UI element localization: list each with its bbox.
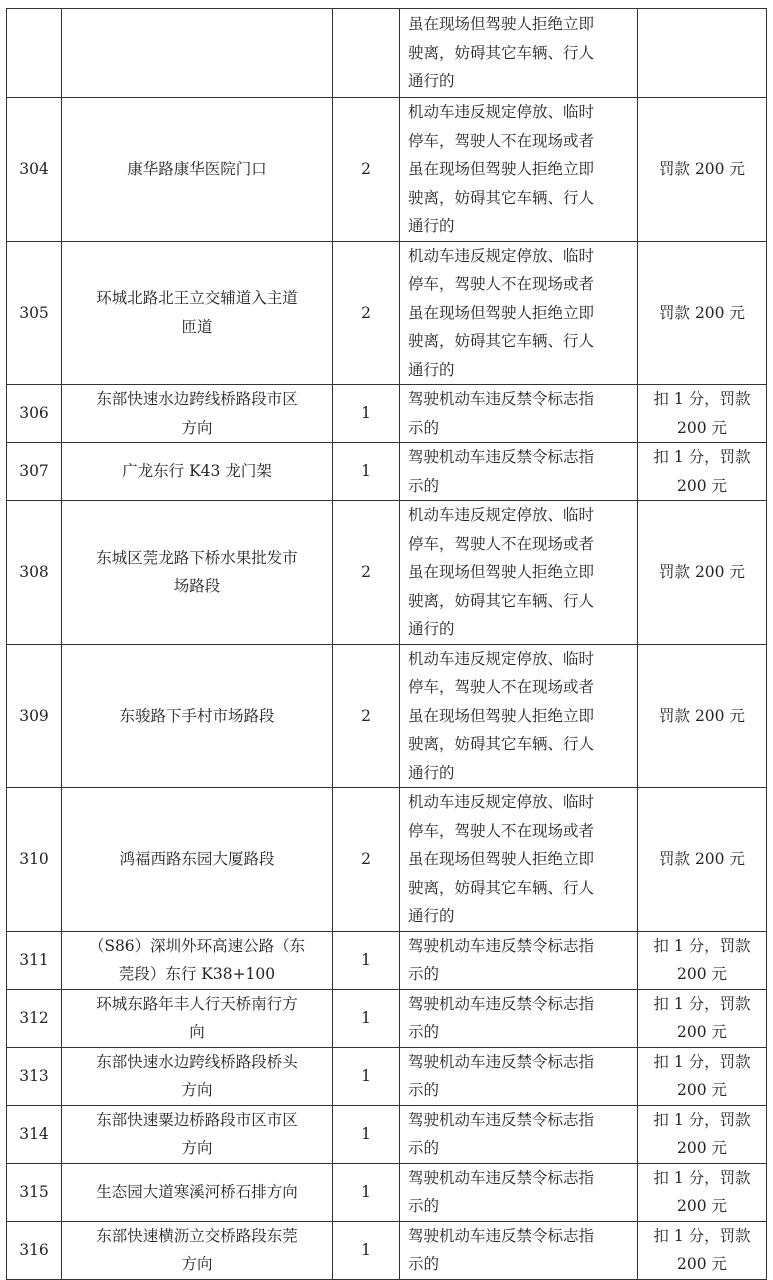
violation-cell-line: 驶离，妨碍其它车辆、行人	[408, 591, 595, 610]
table-body	[7, 9, 767, 1280]
penalty-cell-line: 200 元	[676, 965, 727, 983]
penalty-cell-line: 扣 1 分，罚款	[653, 1052, 751, 1071]
violation-cell-line: 驶离，妨碍其它车辆、行人	[408, 188, 595, 207]
violation-cell-line: 示的	[408, 965, 440, 983]
location-cell	[62, 1163, 333, 1221]
violation-cell-line: 停车，驾驶人不在现场或者	[408, 534, 595, 553]
points-cell: 1	[333, 1105, 400, 1163]
violation-cell-line: 示的	[408, 1023, 440, 1041]
points-cell: 1	[333, 989, 400, 1047]
penalty-cell-line: 罚款 200 元	[659, 563, 745, 581]
location-cell-line: 匝道	[181, 317, 213, 336]
penalty-cell	[638, 9, 767, 98]
violation-cell-line: 驾驶机动车违反禁令标志指	[408, 1110, 595, 1129]
table-row	[7, 1047, 767, 1105]
violation-cell-line: 机动车违反规定停放、临时	[408, 103, 595, 121]
table-row	[7, 644, 767, 788]
location-cell	[62, 989, 333, 1047]
row-number-cell: 314	[7, 1105, 62, 1163]
violation-cell-line: 示的	[408, 476, 440, 495]
violation-cell-line: 虽在现场但驾驶人拒绝立即	[408, 706, 595, 725]
points-cell: 1	[333, 385, 400, 443]
location-cell-line: 环城东路年丰人行天桥南行方	[96, 994, 298, 1013]
violation-cell	[400, 1105, 638, 1163]
violation-table	[6, 8, 767, 1280]
points-cell: 1	[333, 931, 400, 989]
row-number-cell: 313	[7, 1047, 62, 1105]
row-number-cell: 312	[7, 989, 62, 1047]
row-number-cell: 315	[7, 1163, 62, 1221]
location-cell-line: 场路段	[173, 577, 221, 596]
penalty-cell-line: 罚款 200 元	[659, 160, 745, 178]
penalty-cell	[638, 501, 767, 645]
violation-cell-line: 机动车违反规定停放、临时	[408, 246, 595, 265]
violation-cell	[400, 989, 638, 1047]
table-row	[7, 1105, 767, 1163]
violation-cell	[400, 644, 638, 788]
location-cell-line: 东部快速粟边桥路段市区市区	[96, 1110, 298, 1129]
location-cell-line: 东部快速横沥立交桥路段东莞	[96, 1226, 298, 1245]
penalty-cell-line: 扣 1 分，罚款	[653, 448, 751, 466]
row-number-cell	[7, 9, 62, 98]
violation-cell-line: 虽在现场但驾驶人拒绝立即	[408, 563, 595, 581]
violation-cell-line: 通行的	[408, 72, 455, 91]
points-cell: 1	[333, 1221, 400, 1279]
points-cell	[333, 9, 400, 98]
violation-cell	[400, 98, 638, 242]
violation-cell-line: 驾驶机动车违反禁令标志指	[408, 1052, 595, 1071]
table-row	[7, 931, 767, 989]
location-cell-line: 鸿福西路东园大厦路段	[119, 850, 275, 868]
location-cell-line: 方向	[181, 1255, 213, 1273]
penalty-cell-line: 罚款 200 元	[659, 706, 745, 725]
location-cell	[62, 9, 333, 98]
location-cell-line: 广龙东行 K43 龙门架	[122, 462, 272, 481]
violation-cell-line: 示的	[408, 1139, 440, 1157]
penalty-cell	[638, 241, 767, 385]
points-cell: 2	[333, 98, 400, 242]
location-cell-line: 方向	[181, 1081, 213, 1099]
violation-cell	[400, 1163, 638, 1221]
penalty-cell-line: 200 元	[676, 1197, 727, 1215]
row-number-cell: 316	[7, 1221, 62, 1279]
violation-cell	[400, 241, 638, 385]
table-row	[7, 443, 767, 501]
row-number-cell: 308	[7, 501, 62, 645]
violation-cell-line: 驶离，妨碍其它车辆、行人	[408, 735, 595, 753]
violation-cell	[400, 931, 638, 989]
location-cell	[62, 788, 333, 932]
row-number-cell: 310	[7, 788, 62, 932]
violation-cell	[400, 1047, 638, 1105]
table-row	[7, 1221, 767, 1279]
row-number-cell: 304	[7, 98, 62, 242]
violation-cell-line: 通行的	[408, 907, 455, 925]
row-number-cell: 309	[7, 644, 62, 788]
violation-cell-line: 驾驶机动车违反禁令标志指	[408, 390, 595, 408]
location-cell-line: 东部快速水边跨线桥路段市区	[96, 390, 298, 408]
location-cell	[62, 241, 333, 385]
violation-cell	[400, 385, 638, 443]
violation-cell-line: 驾驶机动车违反禁令标志指	[408, 936, 595, 955]
violation-cell-line: 示的	[408, 1197, 440, 1215]
violation-cell-line: 虽在现场但驾驶人拒绝立即	[408, 850, 595, 868]
violation-cell-line: 驾驶机动车违反禁令标志指	[408, 1168, 595, 1187]
violation-cell-line: 示的	[408, 1081, 440, 1099]
row-number-cell: 311	[7, 931, 62, 989]
table-row	[7, 989, 767, 1047]
table-row	[7, 385, 767, 443]
location-cell	[62, 1105, 333, 1163]
penalty-cell	[638, 644, 767, 788]
violation-cell-line: 驾驶机动车违反禁令标志指	[408, 448, 595, 466]
penalty-cell	[638, 1047, 767, 1105]
penalty-cell-line: 200 元	[676, 418, 727, 437]
penalty-cell-line: 扣 1 分，罚款	[653, 936, 751, 955]
violation-cell-line: 驶离，妨碍其它车辆、行人	[408, 878, 595, 897]
row-number-cell: 307	[7, 443, 62, 501]
location-cell-line: 方向	[181, 418, 213, 437]
location-cell-line: 方向	[181, 1139, 213, 1157]
location-cell	[62, 501, 333, 645]
penalty-cell	[638, 1163, 767, 1221]
points-cell: 2	[333, 241, 400, 385]
violation-cell	[400, 9, 638, 98]
location-cell	[62, 443, 333, 501]
violation-cell-line: 通行的	[408, 763, 455, 782]
penalty-cell	[638, 443, 767, 501]
violation-cell-line: 停车，驾驶人不在现场或者	[408, 821, 595, 840]
violation-cell-line: 通行的	[408, 620, 455, 638]
penalty-cell	[638, 931, 767, 989]
location-cell-line: 生态园大道寒溪河桥石排方向	[96, 1182, 298, 1201]
table-row	[7, 241, 767, 385]
penalty-cell-line: 罚款 200 元	[659, 303, 745, 322]
location-cell	[62, 931, 333, 989]
violation-cell-line: 通行的	[408, 360, 455, 379]
location-cell-line: 环城北路北王立交辅道入主道	[96, 289, 298, 308]
penalty-cell	[638, 1221, 767, 1279]
violation-cell	[400, 1221, 638, 1279]
points-cell: 2	[333, 501, 400, 645]
violation-cell-line: 驶离，妨碍其它车辆、行人	[408, 332, 595, 350]
violation-cell	[400, 501, 638, 645]
location-cell-line: 向	[189, 1023, 205, 1041]
penalty-cell-line: 200 元	[676, 1139, 727, 1157]
location-cell	[62, 1221, 333, 1279]
table-row	[7, 788, 767, 932]
violation-cell-line: 停车，驾驶人不在现场或者	[408, 131, 595, 150]
row-number-cell: 306	[7, 385, 62, 443]
violation-cell-line: 虽在现场但驾驶人拒绝立即	[408, 303, 595, 322]
points-cell: 2	[333, 644, 400, 788]
location-cell-line: （S86）深圳外环高速公路（东	[88, 936, 306, 955]
violation-cell-line: 虽在现场但驾驶人拒绝立即	[408, 15, 595, 34]
violation-cell-line: 驾驶机动车违反禁令标志指	[408, 994, 595, 1013]
table-row	[7, 501, 767, 645]
table-row	[7, 98, 767, 242]
penalty-cell-line: 扣 1 分，罚款	[653, 390, 751, 408]
location-cell	[62, 98, 333, 242]
table-row	[7, 1163, 767, 1221]
table-row	[7, 9, 767, 98]
points-cell: 1	[333, 1047, 400, 1105]
points-cell: 1	[333, 443, 400, 501]
penalty-cell	[638, 788, 767, 932]
location-cell	[62, 1047, 333, 1105]
location-cell-line: 莞段）东行 K38+100	[118, 965, 276, 983]
penalty-cell-line: 扣 1 分，罚款	[653, 1110, 751, 1129]
location-cell-line: 康华路康华医院门口	[127, 160, 267, 178]
violation-cell-line: 驶离，妨碍其它车辆、行人	[408, 43, 595, 62]
violation-cell-line: 机动车违反规定停放、临时	[408, 506, 595, 524]
violation-cell-line: 示的	[408, 418, 440, 437]
penalty-cell-line: 200 元	[676, 1023, 727, 1041]
location-cell	[62, 385, 333, 443]
penalty-cell-line: 扣 1 分，罚款	[653, 994, 751, 1013]
location-cell	[62, 644, 333, 788]
penalty-cell-line: 罚款 200 元	[659, 850, 745, 868]
points-cell: 2	[333, 788, 400, 932]
violation-cell-line: 驾驶机动车违反禁令标志指	[408, 1226, 595, 1245]
violation-cell	[400, 788, 638, 932]
penalty-cell	[638, 1105, 767, 1163]
penalty-cell-line: 200 元	[676, 1255, 727, 1273]
violation-cell-line: 虽在现场但驾驶人拒绝立即	[408, 160, 595, 178]
penalty-cell-line: 200 元	[676, 1081, 727, 1099]
penalty-cell	[638, 98, 767, 242]
points-cell: 1	[333, 1163, 400, 1221]
violation-cell-line: 停车，驾驶人不在现场或者	[408, 678, 595, 696]
location-cell-line: 东城区莞龙路下桥水果批发市	[96, 548, 298, 567]
violation-cell-line: 机动车违反规定停放、临时	[408, 793, 595, 811]
penalty-cell	[638, 385, 767, 443]
penalty-cell-line: 扣 1 分，罚款	[653, 1168, 751, 1187]
violation-cell-line: 示的	[408, 1255, 440, 1273]
violation-cell-line: 机动车违反规定停放、临时	[408, 649, 595, 668]
violation-cell-line: 通行的	[408, 217, 455, 235]
location-cell-line: 东骏路下手村市场路段	[119, 706, 275, 725]
penalty-cell-line: 扣 1 分，罚款	[653, 1226, 751, 1245]
penalty-cell	[638, 989, 767, 1047]
penalty-cell-line: 200 元	[676, 476, 727, 495]
violation-cell	[400, 443, 638, 501]
violation-cell-line: 停车，驾驶人不在现场或者	[408, 275, 595, 293]
location-cell-line: 东部快速水边跨线桥路段桥头	[96, 1052, 298, 1071]
row-number-cell: 305	[7, 241, 62, 385]
